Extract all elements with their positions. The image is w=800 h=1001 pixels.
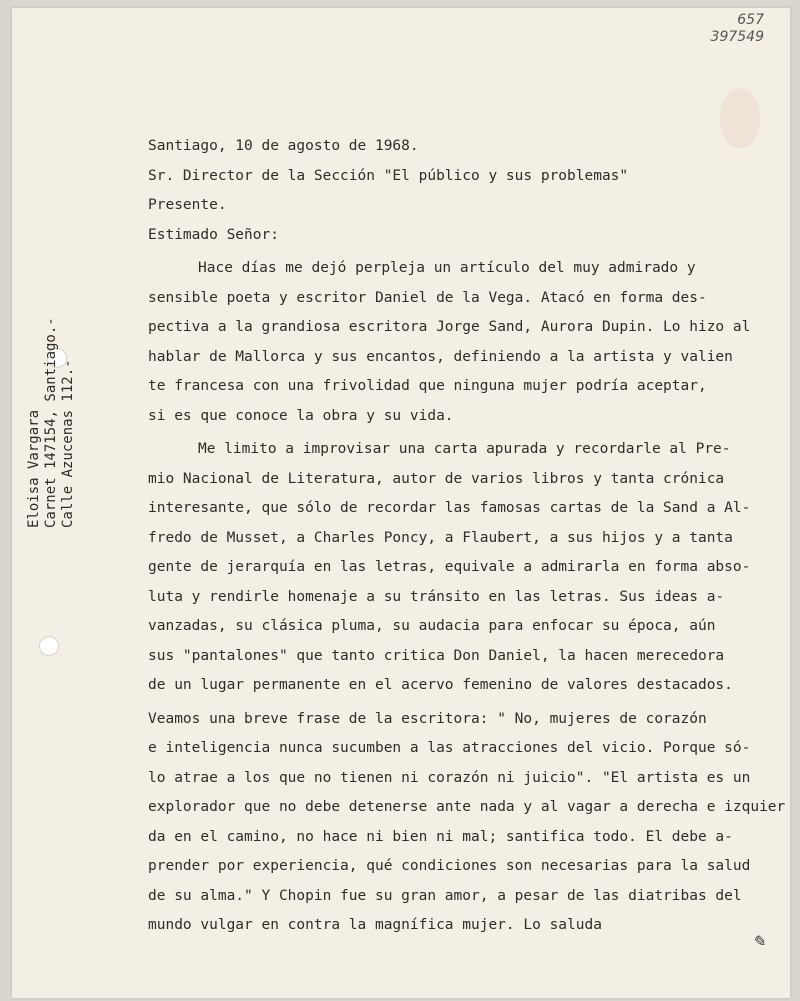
body-line: explorador que no debe detenerse ante nada y al vagar a derecha e izquier [148,799,786,815]
body-line: si es que conoce la obra y su vida. [148,407,454,424]
sender-id: Carnet 147154, Santiago.- [43,317,59,528]
body-line: de un lugar permanente en el acervo femenino de valores destacados. [148,677,733,693]
letter-salutation: Estimado Señor: [148,226,279,243]
body-line: Veamos una breve frase de la escritora: " No, mujeres de corazón [148,710,707,727]
body-line: gente de jerarquía en las letras, equivale a admirarla en forma abso- [148,559,751,575]
body-line: prender por experiencia, qué condiciones son necesarias para la salud [148,858,751,874]
body-line: lo atrae a los que no tienen ni corazón ni juicio". "El artista es un [148,769,751,786]
body-line: fredo de Musset, a Charles Poncy, a Flaubert, a sus hijos y a tanta [148,529,733,546]
body-line: interesante, que sólo de recordar las famosas cartas de la Sand a Al- [148,500,751,516]
letter-body [148,132,784,941]
body-line: Hace días me dejó perpleja un artículo del muy admirado y [198,260,696,276]
sender-address: Calle Azucenas 112.- [60,359,76,528]
body-line: mundo vulgar en contra la magnífica mujer. Lo saluda [148,917,602,933]
body-line: da en el camino, no hace ni bien ni mal; santifica todo. El debe a- [148,828,733,845]
body-line: Me limito a improvisar una carta apurada y recordarle al Pre- [198,441,731,457]
letter-page [12,8,790,998]
letter-date: Santiago, 10 de agosto de 1968. [148,138,419,154]
body-line: hablar de Mallorca y sus encantos, definiendo a la artista y valien [148,348,733,365]
archive-number-line2: 397549 [710,29,764,45]
sender-name: Eloisa Vargara [26,409,42,528]
archive-number [711,12,764,46]
body-line: luta y rendirle homenaje a su tránsito en las letras. Sus ideas a- [148,588,725,605]
letter-presente: Presente. [148,197,227,213]
body-line: mio Nacional de Literatura, autor de varios libros y tanta crónica [148,470,725,487]
handwritten-signature: ✎ [750,931,767,952]
body-line: vanzadas, su clásica pluma, su audacia para enfocar su época, aún [148,618,716,634]
punch-hole-lower [39,636,59,656]
letter-recipient: Sr. Director de la Sección "El público y sus problemas" [148,167,629,184]
sender-block [26,317,77,528]
body-line: de su alma." Y Chopin fue su gran amor, a pesar de las diatribas del [148,887,742,904]
archive-number-line1: 657 [737,12,764,28]
body-line: pectiva a la grandiosa escritora Jorge Sand, Aurora Dupin. Lo hizo al [148,319,751,335]
body-line: e inteligencia nunca sucumben a las atracciones del vicio. Porque só- [148,740,751,756]
body-line: sensible poeta y escritor Daniel de la Vega. Atacó en forma des- [148,289,707,306]
body-line: te francesa con una frivolidad que ninguna mujer podría aceptar, [148,378,707,394]
body-line: sus "pantalones" que tanto critica Don Daniel, la hacen merecedora [148,647,725,664]
